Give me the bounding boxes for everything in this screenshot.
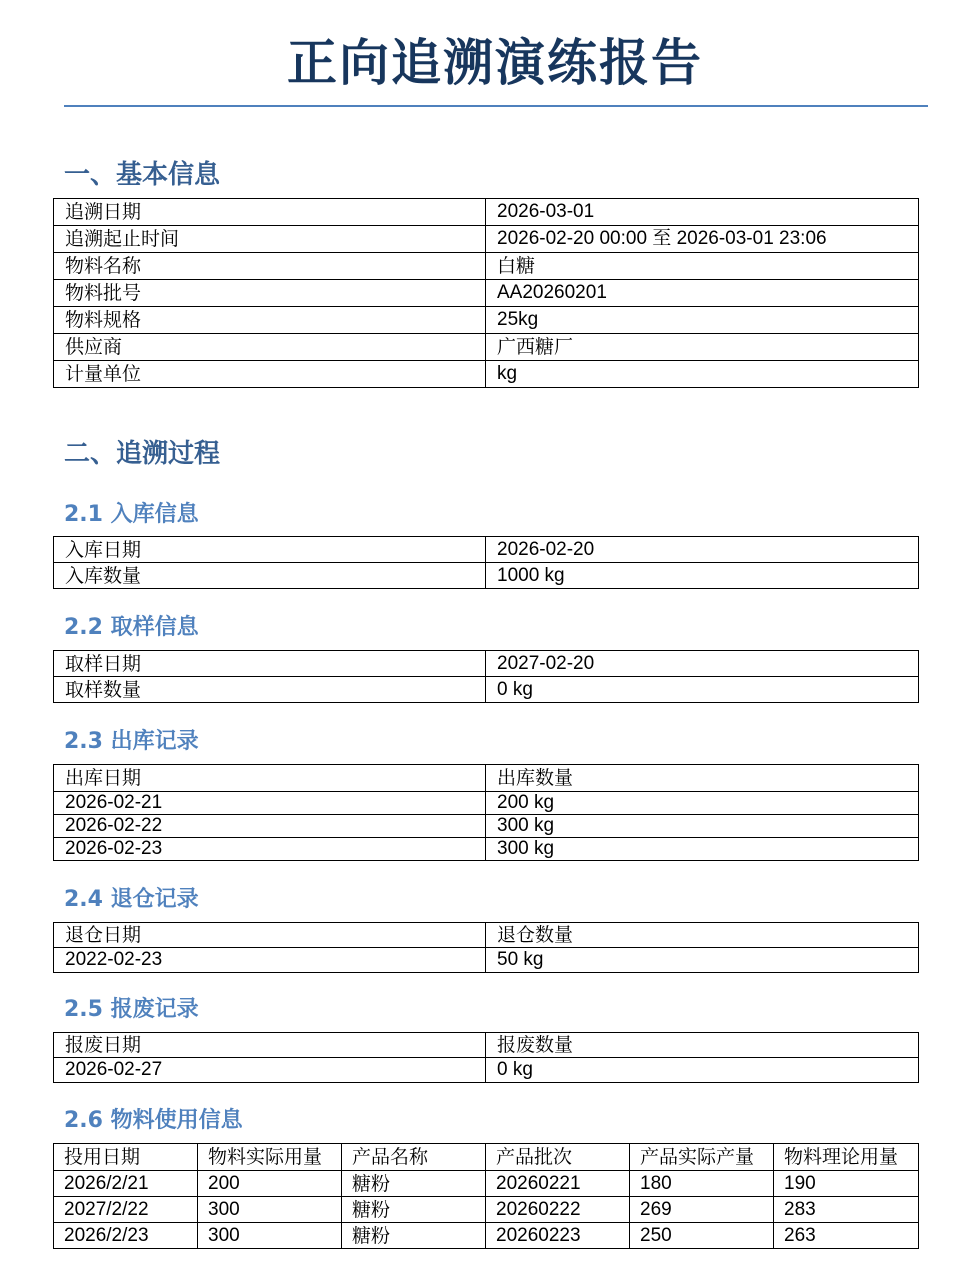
field-value: 白糖 xyxy=(486,253,919,280)
field-value: 2026-02-20 00:00 至 2026-03-01 23:06 xyxy=(486,226,919,253)
column-header: 物料实际用量 xyxy=(198,1144,342,1171)
table-cell: 300 xyxy=(198,1197,342,1223)
field-value: 2027-02-20 xyxy=(486,651,919,677)
column-header: 退仓数量 xyxy=(486,923,919,948)
field-label: 追溯起止时间 xyxy=(54,226,486,253)
table-row xyxy=(54,307,919,334)
table-row xyxy=(54,563,919,589)
table-row xyxy=(54,537,919,563)
table-row xyxy=(54,361,919,388)
field-value: 2026-02-20 xyxy=(486,537,919,563)
field-label: 取样日期 xyxy=(54,651,486,677)
table-cell: 200 xyxy=(198,1171,342,1197)
inbound-table xyxy=(53,536,919,589)
table-cell: 2022-02-23 xyxy=(54,948,486,973)
column-header: 产品名称 xyxy=(342,1144,486,1171)
table-cell: 269 xyxy=(630,1197,774,1223)
column-header: 投用日期 xyxy=(54,1144,198,1171)
table-cell: 180 xyxy=(630,1171,774,1197)
subheading-material-usage: 2.6 物料使用信息 xyxy=(64,1108,243,1133)
table-row xyxy=(54,1171,919,1197)
table-cell: 300 kg xyxy=(486,838,919,861)
table-cell: 糖粉 xyxy=(342,1171,486,1197)
table-cell: 糖粉 xyxy=(342,1223,486,1249)
table-row xyxy=(54,792,919,815)
table-row xyxy=(54,280,919,307)
table-row xyxy=(54,1223,919,1249)
column-header: 产品实际产量 xyxy=(630,1144,774,1171)
table-header-row xyxy=(54,1033,919,1058)
table-row xyxy=(54,948,919,973)
field-label: 取样数量 xyxy=(54,677,486,703)
table-cell: 2026-02-21 xyxy=(54,792,486,815)
subheading-outbound: 2.3 出库记录 xyxy=(64,729,199,754)
table-cell: 300 xyxy=(198,1223,342,1249)
field-label: 计量单位 xyxy=(54,361,486,388)
field-value: 0 kg xyxy=(486,677,919,703)
table-cell: 2026-02-23 xyxy=(54,838,486,861)
material-usage-table xyxy=(53,1143,919,1249)
table-row xyxy=(54,334,919,361)
table-row xyxy=(54,1197,919,1223)
table-cell: 263 xyxy=(774,1223,919,1249)
report-title: 正向追溯演练报告 xyxy=(287,34,703,92)
table-cell: 2026/2/21 xyxy=(54,1171,198,1197)
table-row xyxy=(54,651,919,677)
outbound-table xyxy=(53,764,919,861)
subheading-scrap: 2.5 报废记录 xyxy=(64,997,199,1022)
field-value: 广西糖厂 xyxy=(486,334,919,361)
table-cell: 糖粉 xyxy=(342,1197,486,1223)
column-header: 产品批次 xyxy=(486,1144,630,1171)
column-header: 报废数量 xyxy=(486,1033,919,1058)
table-row xyxy=(54,838,919,861)
table-cell: 20260223 xyxy=(486,1223,630,1249)
table-header-row xyxy=(54,1144,919,1171)
subheading-sampling: 2.2 取样信息 xyxy=(64,615,199,640)
table-cell: 2026-02-27 xyxy=(54,1058,486,1083)
table-header-row xyxy=(54,765,919,792)
field-value: 1000 kg xyxy=(486,563,919,589)
field-label: 入库日期 xyxy=(54,537,486,563)
subheading-returns: 2.4 退仓记录 xyxy=(64,887,199,912)
table-cell: 2027/2/22 xyxy=(54,1197,198,1223)
field-value: AA20260201 xyxy=(486,280,919,307)
table-cell: 200 kg xyxy=(486,792,919,815)
column-header: 报废日期 xyxy=(54,1033,486,1058)
section-heading-basic-info: 一、基本信息 xyxy=(64,160,221,190)
field-value: 2026-03-01 xyxy=(486,199,919,226)
field-label: 物料规格 xyxy=(54,307,486,334)
table-cell: 20260222 xyxy=(486,1197,630,1223)
table-row xyxy=(54,226,919,253)
subheading-inbound: 2.1 入库信息 xyxy=(64,502,199,527)
table-cell: 283 xyxy=(774,1197,919,1223)
table-cell: 20260221 xyxy=(486,1171,630,1197)
table-header-row xyxy=(54,923,919,948)
table-row xyxy=(54,815,919,838)
basic-info-table xyxy=(53,198,919,388)
section-heading-trace-process: 二、追溯过程 xyxy=(64,439,221,469)
field-value: 25kg xyxy=(486,307,919,334)
field-value: kg xyxy=(486,361,919,388)
field-label: 物料批号 xyxy=(54,280,486,307)
column-header: 出库数量 xyxy=(486,765,919,792)
column-header: 出库日期 xyxy=(54,765,486,792)
table-cell: 250 xyxy=(630,1223,774,1249)
field-label: 追溯日期 xyxy=(54,199,486,226)
table-row xyxy=(54,677,919,703)
field-label: 入库数量 xyxy=(54,563,486,589)
field-label: 供应商 xyxy=(54,334,486,361)
table-cell: 2026-02-22 xyxy=(54,815,486,838)
title-divider xyxy=(64,105,928,107)
table-cell: 300 kg xyxy=(486,815,919,838)
returns-table xyxy=(53,922,919,973)
sampling-table xyxy=(53,650,919,703)
field-label: 物料名称 xyxy=(54,253,486,280)
table-cell: 50 kg xyxy=(486,948,919,973)
table-cell: 0 kg xyxy=(486,1058,919,1083)
table-row xyxy=(54,253,919,280)
column-header: 物料理论用量 xyxy=(774,1144,919,1171)
table-cell: 190 xyxy=(774,1171,919,1197)
table-cell: 2026/2/23 xyxy=(54,1223,198,1249)
table-row xyxy=(54,199,919,226)
scrap-table xyxy=(53,1032,919,1083)
table-row xyxy=(54,1058,919,1083)
column-header: 退仓日期 xyxy=(54,923,486,948)
